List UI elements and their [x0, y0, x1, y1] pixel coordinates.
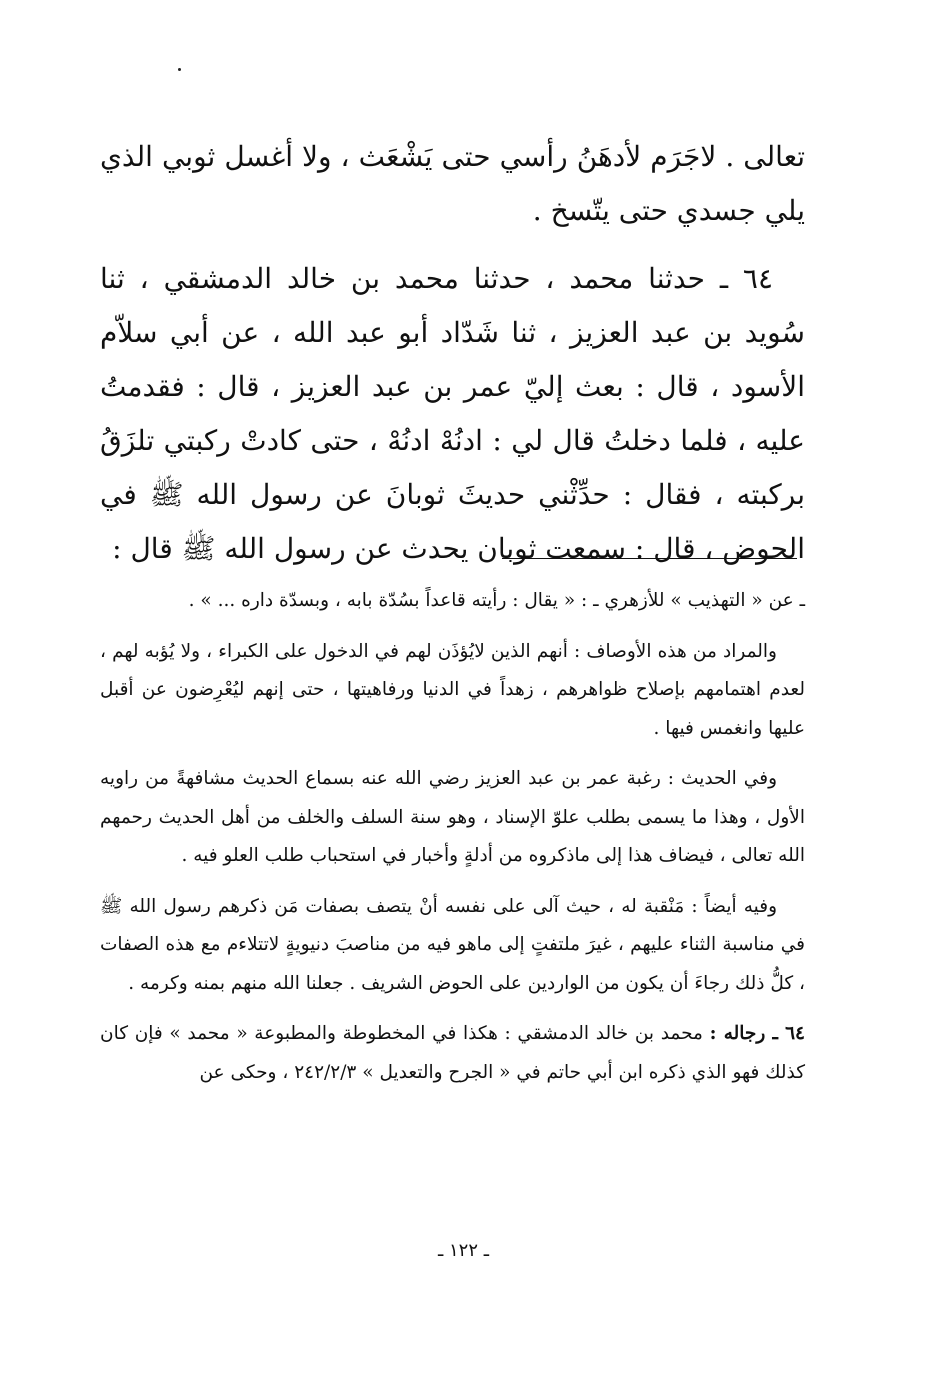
footnote-separator: [502, 558, 797, 559]
speck-mark: [178, 68, 181, 71]
footnote-hadith-benefit: وفي الحديث : رغبة عمر بن عبد العزيز رضي الله عنه بسماع الحديث مشافهةً من راويه الأول ، وهذا ما يسمى بطلب علوّ الإسناد ، وهو سنة السلف والخلف من أهل الحديث رحمهم الله تعالى ، فيضاف هذا إلى ماذكروه من أدلةٍ وأخبار في استحباب طلب العلو فيه .: [100, 768, 805, 866]
footnote-narrators-label: ٦٤ ـ رجاله :: [709, 1023, 805, 1044]
footnote-meaning: والمراد من هذه الأوصاف : أنهم الذين لايُؤذَن لهم في الدخول على الكبراء ، ولا يُؤبه لهم ، لعدم اهتمامهم بإصلاح ظواهرهم ، زهداً في الدنيا ورفاهيتها ، حتى إنهم ليُعْرِضون عن أقبل عليها وانغمس فيها .: [100, 640, 805, 739]
footnote-narrators-text: محمد بن خالد الدمشقي : هكذا في المخطوطة والمطبوعة « محمد » فإن كان كذلك فهو الذي ذكره ابن أبي حاتم في « الجرح والتعديل » ٢٤٢/٢/٣ ، وحكى عن: [100, 1023, 805, 1083]
page-number: ـ ١٢٢ ـ: [437, 1240, 489, 1261]
main-paragraph-1: تعالى . لاجَرَم لأدهَنُ رأسي حتى يَشْعَث ، ولا أغسل ثوبي الذي يلي جسدي حتى يتّسخ .: [100, 140, 805, 227]
footnote-continuation: ـ عن « التهذيب » للأزهري ـ : « يقال : رأيته قاعداً بسُدّة بابه ، وبسدّة داره ... » .: [188, 590, 805, 611]
footnote-narrators: [100, 1015, 805, 1092]
main-text: [100, 130, 805, 590]
main-paragraph-hadith-64: ٦٤ ـ حدثنا محمد ، حدثنا محمد بن خالد الدمشقي ، ثنا سُويد بن عبد العزيز ، ثنا شَدّاد أبو عبد الله ، عن أبي سلاّم الأسود ، قال : بعث إليّ عمر بن عبد العزيز ، قال : فقدمتُ عليه ، فلما دخلتُ قال لي : ادنُهْ ادنُهْ ، حتى كادتْ ركبتي تلزَقُ بركبته ، فقال : حدِّثْني حديثَ ثوبانَ عن رسول الله ﷺ في الحوض ، قال : سمعت ثوبان يحدث عن رسول الله ﷺ قال :: [100, 262, 805, 565]
footnote-virtue: وفيه أيضاً : مَنْقبة له ، حيث آلى على نفسه أنْ يتصف بصفات مَن ذكرهم رسول الله ﷺ في مناسبة الثناء عليهم ، غيرَ ملتفتٍ إلى ماهو فيه من مناصبَ دنيويةٍ لاتتلاءم مع هذه الصفات ، كلُّ ذلك رجاءَ أن يكون من الواردين على الحوض الشريف . جعلنا الله منهم بمنه وكرمه .: [100, 895, 805, 994]
footnotes: [100, 582, 805, 1104]
